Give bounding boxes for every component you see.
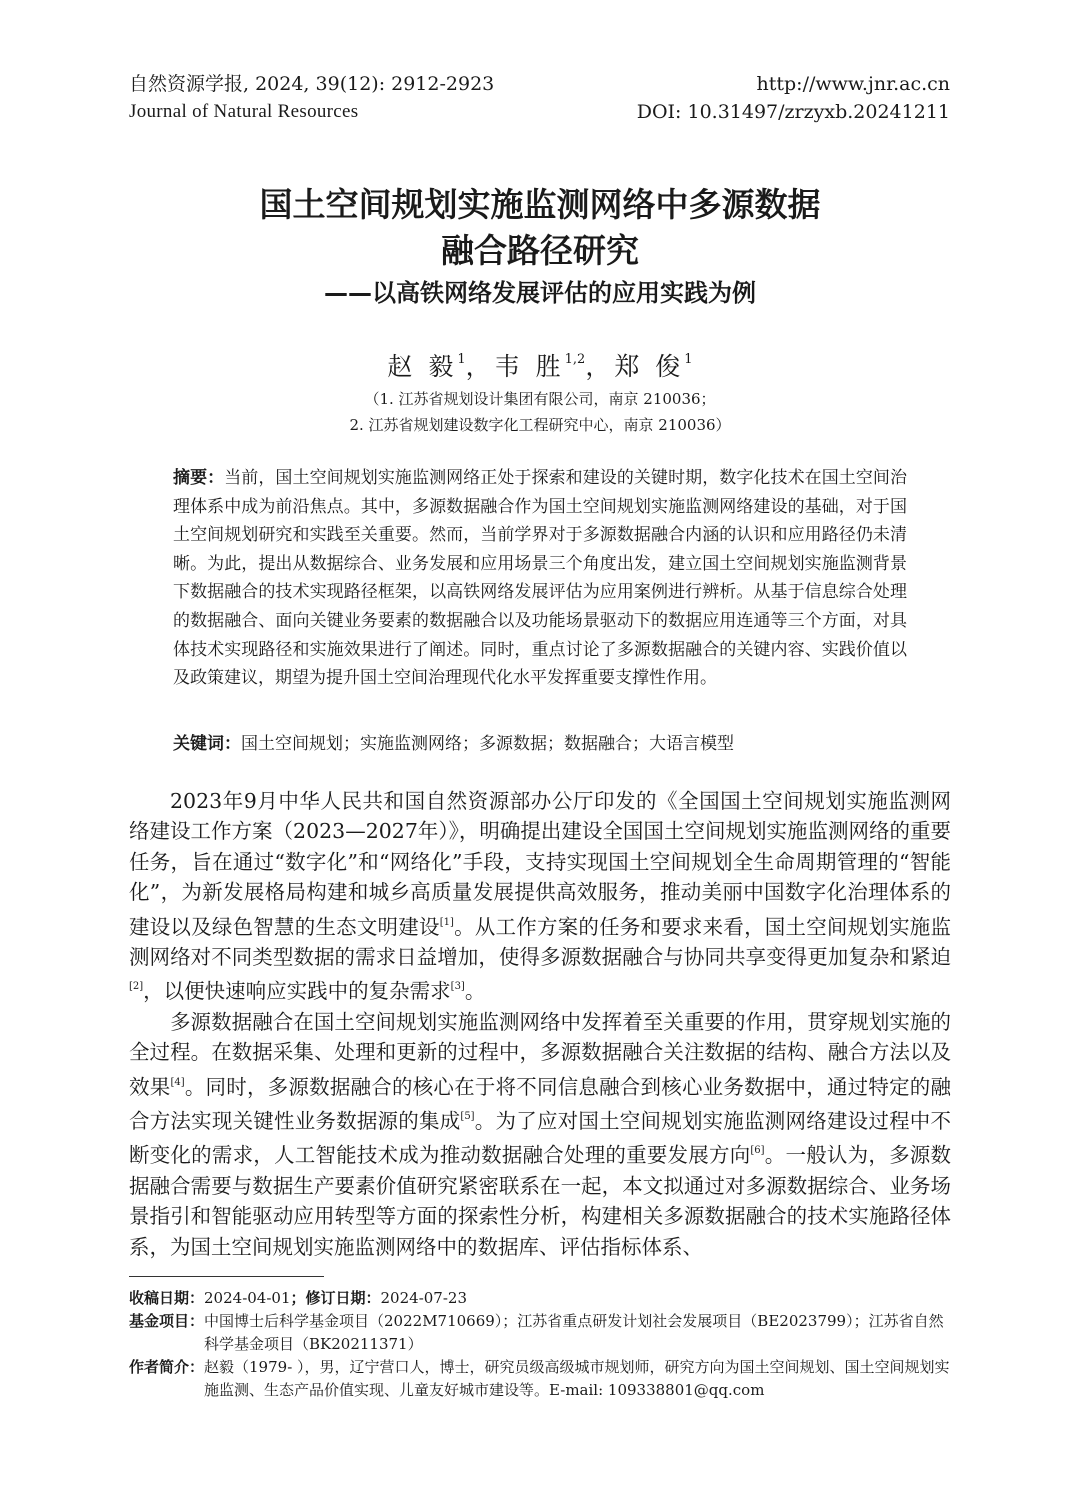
paragraph [129, 786, 951, 1007]
doi[interactable]: DOI: 10.31497/zrzyxb.20241211 [636, 101, 950, 123]
body-text-run: 。从工作方案的任务和要求来看，国土空间规划实施监测网络对不同类型数据的需求日益增加，使得多源数据融合与协同共享变得更加复杂和紧迫 [129, 914, 951, 970]
footnote-funding [129, 1310, 951, 1355]
paper-subtitle: ——以高铁网络发展评估的应用实践为例 [324, 279, 756, 307]
body-text-run: 。同时，多源数据融合的核心在于将不同信息融合到核心业务数据中，通过特定的融合方法实现关键性业务数据源的集成 [129, 1074, 952, 1134]
journal-url[interactable]: http://www.jnr.ac.cn [756, 73, 950, 95]
author-name: 郑 俊 [614, 352, 685, 381]
author-affil-mark: 1 [457, 352, 466, 367]
revised-label: ；修订日期： [290, 1289, 381, 1307]
author-affil-mark: 1,2 [564, 352, 586, 367]
paragraph [129, 1007, 951, 1262]
author-bio-text: 赵毅（1979- ），男，辽宁营口人，博士，研究员级高级城市规划师，研究方向为国土空间规划、国土空间规划实施监测、生态产品价值实现、儿童友好城市建设等。E-mail: 109338801@qq.com [204, 1358, 950, 1399]
author-separator: ， [585, 352, 615, 381]
citation-ref[interactable]: [4] [170, 1076, 185, 1088]
paper-title [0, 182, 1080, 274]
author-separator: ， [465, 352, 495, 381]
title-line-2: 融合路径研究 [441, 231, 639, 270]
body-text-run: ，以便快速响应实践中的复杂需求 [143, 979, 451, 1004]
author-list [0, 342, 1080, 385]
funding-label: 基金项目： [129, 1312, 205, 1330]
author-name: 赵 毅 [387, 352, 458, 381]
citation-ref[interactable]: [5] [460, 1111, 475, 1123]
footnote-dates [129, 1287, 951, 1310]
affiliation-1: （1. 江苏省规划设计集团有限公司，南京 210036； [364, 390, 716, 408]
affiliation-2: 2. 江苏省规划建设数字化工程研究中心，南京 210036） [349, 416, 731, 434]
abstract-label: 摘要： [173, 468, 225, 488]
running-header-left [129, 70, 494, 126]
citation-ref[interactable]: [6] [750, 1145, 765, 1157]
title-line-1: 国土空间规划实施监测网络中多源数据 [259, 185, 821, 224]
received-label: 收稿日期： [129, 1289, 205, 1307]
citation-ref[interactable]: [1] [439, 916, 454, 928]
body-text-run: 。 [464, 979, 486, 1004]
body-text-run: 多源数据融合在国土空间规划实施监测网络中发挥着至关重要的作用，贯穿规划实施的全过程。在数据采集、处理和更新的过程中，多源数据融合关注数据的结构、融合方法以及效果 [129, 1009, 951, 1099]
funding-text: 中国博士后科学基金项目（2022M710669）；江苏省重点研发计划社会发展项目（BE2023799）；江苏省自然科学基金项目（BK20211371） [204, 1312, 944, 1353]
keywords [173, 731, 907, 757]
revised-date: 2024-07-23 [380, 1289, 467, 1307]
body-text-run: 。一般认为，多源数据融合需要与数据生产要素价值研究紧密联系在一起，本文拟通过对多源数据综合、业务场景指引和智能驱动应用转型等方面的探索性分析，构建相关多源数据融合的技术实施路径体系，为国土空间规划实施监测网络中的数据库、评估指标体系、 [129, 1143, 951, 1259]
journal-citation: 自然资源学报, 2024, 39(12): 2912-2923 [129, 73, 495, 95]
abstract [173, 464, 907, 693]
journal-name-en: Journal of Natural Resources [129, 101, 359, 122]
running-header-right [637, 70, 950, 126]
keywords-label: 关键词： [173, 734, 241, 754]
abstract-text: 当前，国土空间规划实施监测网络正处于探索和建设的关键时期，数字化技术在国土空间治理体系中成为前沿焦点。其中，多源数据融合作为国土空间规划实施监测网络建设的基础，对于国土空间规划研究和实践至关重要。然而，当前学界对于多源数据融合内涵的认识和应用路径仍未清晰。为此，提出从数据综合、业务发展和应用场景三个角度出发，建立国土空间规划实施监测背景下数据融合的技术实现路径框架，以高铁网络发展评估为应用案例进行辨析。从基于信息综合处理的数据融合、面向关键业务要素的数据融合以及功能场景驱动下的数据应用连通等三个方面，对具体技术实现路径和实施效果进行了阐述。同时，重点讨论了多源数据融合的关键内容、实践价值以及政策建议，期望为提升国土空间治理现代化水平发挥重要支撑性作用。 [173, 468, 908, 689]
footnote-author-bio [129, 1356, 951, 1401]
body-text [129, 786, 951, 1262]
author-affil-mark: 1 [684, 352, 693, 367]
author-name: 韦 胜 [494, 352, 565, 381]
author-bio-label: 作者简介： [129, 1358, 205, 1376]
footnote-divider [129, 1276, 324, 1277]
citation-ref[interactable]: [3] [450, 981, 465, 993]
body-text-run: 2023年9月中华人民共和国自然资源部办公厅印发的《全国国土空间规划实施监测网络建设工作方案（2023—2027年）》，明确提出建设全国国土空间规划实施监测网络的重要任务，旨在通过“数字化”和“网络化”手段，支持实现国土空间规划全生命周期管理的“智能化”，为新发展格局构建和城乡高质量发展提供高效服务，推动美丽中国数字化治理体系的建设以及绿色智慧的生态文明建设 [129, 789, 951, 939]
keywords-text: 国土空间规划；实施监测网络；多源数据；数据融合；大语言模型 [241, 734, 734, 754]
citation-ref[interactable]: [2] [129, 981, 144, 993]
received-date: 2024-04-01 [204, 1289, 291, 1307]
body-text-run: 。为了应对国土空间规划实施监测网络建设过程中不断变化的需求，人工智能技术成为推动数据融合处理的重要发展方向 [129, 1109, 952, 1168]
